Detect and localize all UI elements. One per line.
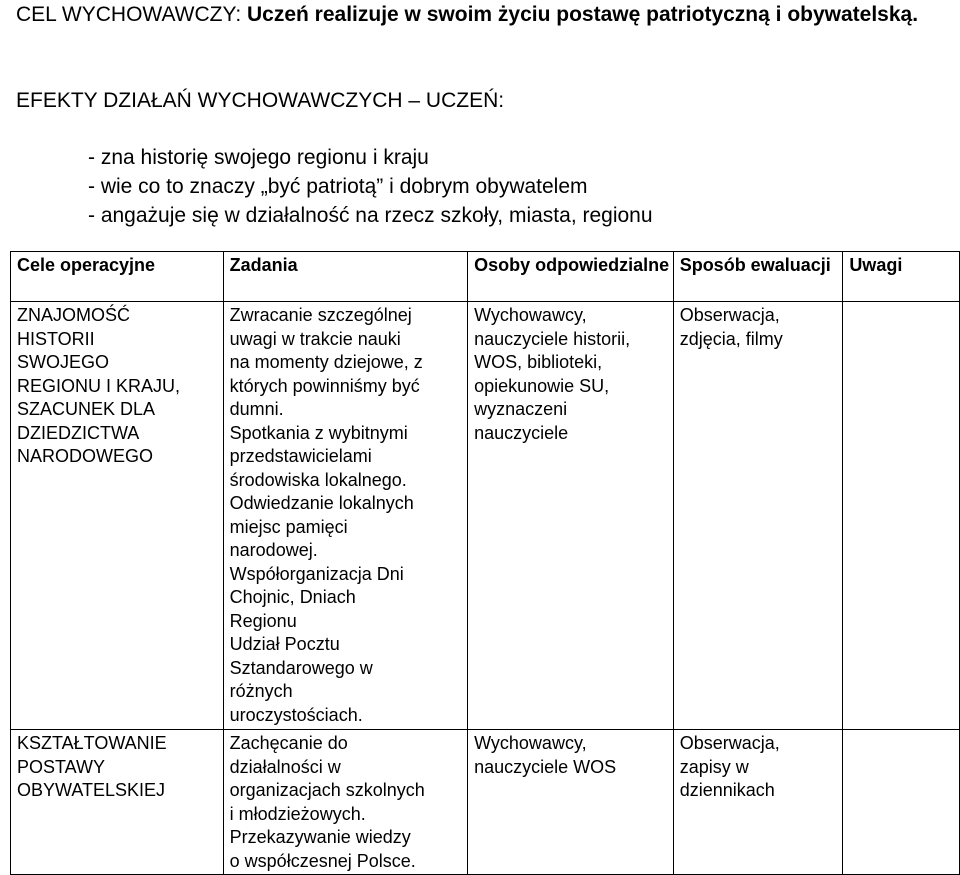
header-tasks: Zadania: [223, 252, 467, 302]
cell-notes: [843, 730, 960, 875]
cell-evaluation: Obserwacja, zapisy w dziennikach: [673, 730, 843, 875]
header-evaluation: Sposób ewaluacji: [673, 252, 843, 302]
cell-notes: [843, 302, 960, 730]
cell-responsible: Wychowawcy, nauczyciele historii, WOS, biblioteki, opiekunowie SU, wyznaczeni nauczyciele: [468, 302, 674, 730]
table-row: [11, 730, 960, 875]
effects-title: EFEKTY DZIAŁAŃ WYCHOWAWCZYCH – UCZEŃ:: [16, 89, 505, 112]
cell-responsible: Wychowawcy, nauczyciele WOS: [468, 730, 674, 875]
table-header-row: [11, 252, 960, 302]
effects-list: [88, 143, 653, 230]
goal-text: Uczeń realizuje w swoim życiu postawę patriotyczną i obywatelską.: [247, 3, 919, 26]
effect-item: - angażuje się w działalność na rzecz szkoły, miasta, regionu: [88, 204, 653, 227]
educational-goal: [16, 0, 946, 29]
cell-goal: KSZTAŁTOWANIE POSTAWY OBYWATELSKIEJ: [11, 730, 224, 875]
cell-evaluation: Obserwacja, zdjęcia, filmy: [673, 302, 843, 730]
header-notes: Uwagi: [843, 252, 960, 302]
cell-goal: ZNAJOMOŚĆ HISTORII SWOJEGO REGIONU I KRAJU, SZACUNEK DLA DZIEDZICTWA NARODOWEGO: [11, 302, 224, 730]
header-responsible: Osoby odpowiedzialne: [468, 252, 674, 302]
table-row: [11, 302, 960, 730]
effect-item: - wie co to znaczy „być patriotą” i dobrym obywatelem: [88, 175, 588, 198]
goal-prefix: CEL WYCHOWAWCZY:: [16, 3, 247, 26]
header-operational-goals: Cele operacyjne: [11, 252, 224, 302]
plan-table: [10, 251, 960, 875]
effect-item: - zna historię swojego regionu i kraju: [88, 146, 429, 169]
cell-tasks: Zachęcanie do działalności w organizacjach szkolnych i młodzieżowych. Przekazywanie wiedzy o współczesnej Polsce.: [223, 730, 467, 875]
cell-tasks: Zwracanie szczególnej uwagi w trakcie nauki na momenty dziejowe, z których powinniśmy być dumni. Spotkania z wybitnymi przedstawicielami środowiska lokalnego. Odwiedzanie lokalnych miejsc pamięci narodowej. Współorganizacja Dni Chojnic, Dniach Regionu Udział Pocztu Sztandarowego w różnych uroczystościach.: [223, 302, 467, 730]
